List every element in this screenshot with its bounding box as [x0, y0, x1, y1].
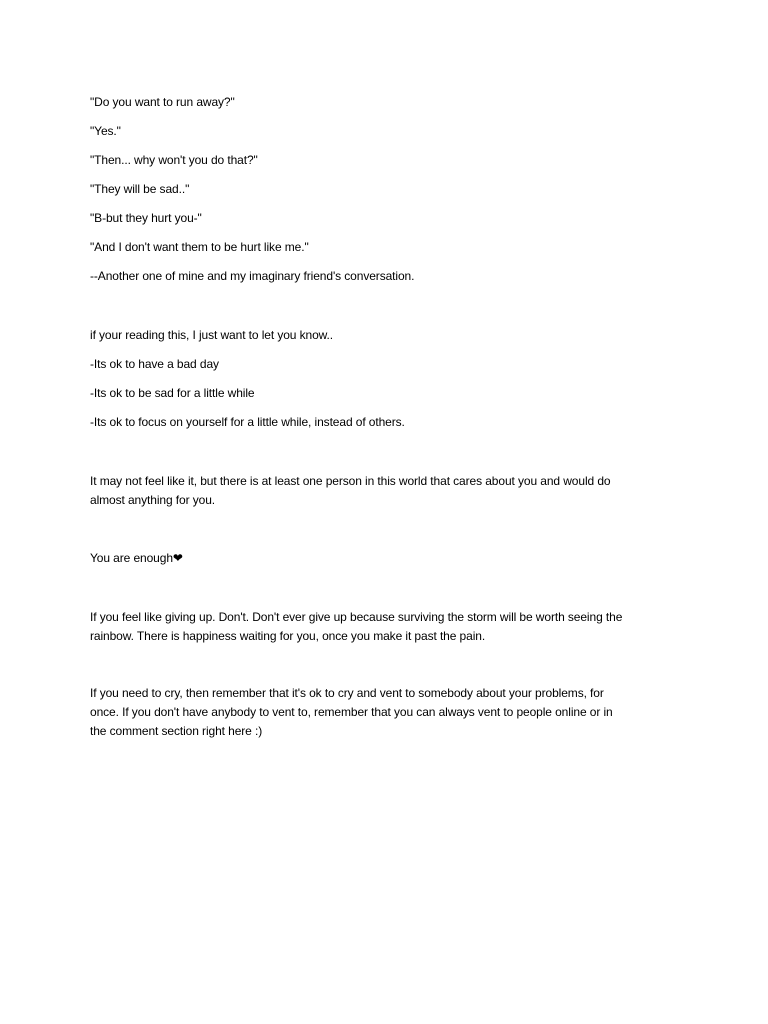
- list-item: -Its ok to focus on yourself for a little while, instead of others.: [90, 415, 405, 429]
- list-item: -Its ok to have a bad day: [90, 357, 219, 371]
- dialogue-line: "They will be sad..": [90, 182, 190, 196]
- paragraph-line: rainbow. There is happiness waiting for you, once you make it past the pain.: [90, 629, 486, 643]
- intro-line: if your reading this, I just want to let you know..: [90, 328, 334, 342]
- paragraph-cry: [90, 684, 680, 741]
- paragraph-line: the comment section right here :): [90, 724, 263, 738]
- paragraph-line: almost anything for you.: [90, 493, 216, 507]
- dialogue-line: "B-but they hurt you-": [90, 211, 202, 225]
- list-item: -Its ok to be sad for a little while: [90, 386, 255, 400]
- paragraph-line: once. If you don't have anybody to vent to, remember that you can always vent to people online or in: [90, 705, 613, 719]
- dialogue-line: "Yes.": [90, 124, 121, 138]
- enough-line: You are enough❤: [90, 551, 183, 565]
- paragraph-line: If you need to cry, then remember that it's ok to cry and vent to somebody about your problems, for: [90, 686, 604, 700]
- paragraph-giveup: [90, 608, 680, 646]
- dialogue-line: "Do you want to run away?": [90, 95, 235, 109]
- dialogue-line: "Then... why won't you do that?": [90, 153, 258, 167]
- paragraph-line: If you feel like giving up. Don't. Don't ever give up because surviving the storm will be worth seeing the: [90, 610, 623, 624]
- paragraph-line: It may not feel like it, but there is at least one person in this world that cares about you and would do: [90, 474, 611, 488]
- attribution-line: --Another one of mine and my imaginary friend's conversation.: [90, 269, 415, 283]
- dialogue-line: "And I don't want them to be hurt like me.": [90, 240, 309, 254]
- paragraph-care: [90, 472, 680, 510]
